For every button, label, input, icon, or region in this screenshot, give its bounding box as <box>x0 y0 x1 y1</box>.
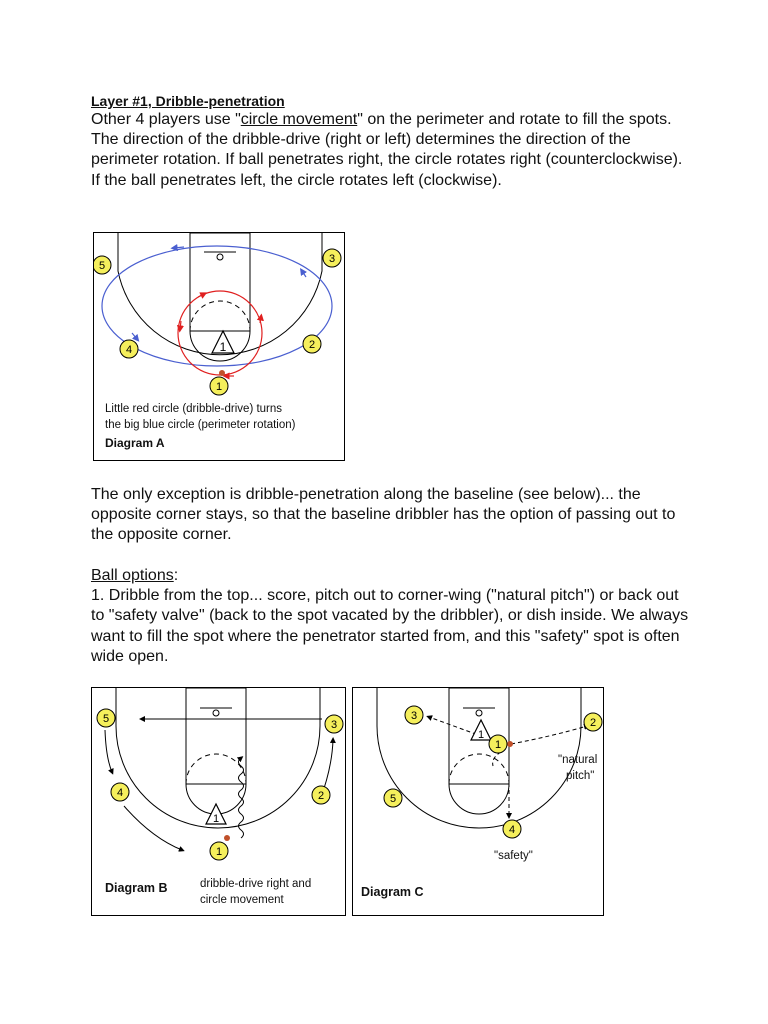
diagram-a-label: Diagram A <box>105 436 165 450</box>
triangle-number: 1 <box>219 340 227 354</box>
diagram-c-label: Diagram C <box>361 885 424 899</box>
svg-text:4: 4 <box>508 824 516 836</box>
natural-pitch-label-2: pitch" <box>566 770 595 782</box>
player-5 <box>97 709 115 727</box>
player-4 <box>503 820 521 838</box>
player-2 <box>312 786 330 804</box>
svg-text:3: 3 <box>330 719 338 731</box>
player-4 <box>111 783 129 801</box>
diagram-c <box>352 687 604 916</box>
diagram-a-caption-2: the big blue circle (perimeter rotation) <box>105 419 296 431</box>
player-1 <box>210 377 228 395</box>
player-2 <box>584 713 602 731</box>
player-5 <box>384 789 402 807</box>
diagram-c-court <box>353 688 603 915</box>
intro-paragraph <box>91 110 691 191</box>
svg-text:1: 1 <box>215 381 223 393</box>
svg-text:4: 4 <box>116 787 124 799</box>
natural-pitch-label-1: "natural <box>558 754 598 766</box>
svg-text:5: 5 <box>389 793 397 805</box>
player-1 <box>210 842 228 860</box>
diagram-b-caption-1: dribble-drive right and <box>200 878 312 890</box>
svg-text:2: 2 <box>308 339 316 351</box>
player-3 <box>323 249 341 267</box>
svg-text:4: 4 <box>125 344 133 356</box>
intro-text-start: Other 4 players use " <box>91 111 241 128</box>
ball-options-text: 1. Dribble from the top... score, pitch out to corner-wing ("natural pitch") or back out to "safety valve" (back to the spot vacated by the dribbler), or dish inside. We always want to fill the spot where the penetrator started from, and this "safety" spot is often wide open. <box>91 587 689 665</box>
diagram-b-label: Diagram B <box>105 881 168 895</box>
player-3 <box>405 706 423 724</box>
circle-movement-link[interactable]: circle movement <box>240 111 358 128</box>
svg-text:1: 1 <box>212 813 220 825</box>
diagram-a-caption-1: Little red circle (dribble-drive) turns <box>105 403 283 415</box>
section-heading: Layer #1, Dribble-penetration <box>91 93 285 109</box>
ball-options-title: Ball options <box>91 567 174 584</box>
svg-text:3: 3 <box>410 710 418 722</box>
svg-text:3: 3 <box>328 253 336 265</box>
diagram-b-caption-2: circle movement <box>200 894 284 906</box>
svg-text:5: 5 <box>98 260 106 272</box>
ball-options-colon: : <box>173 567 179 584</box>
svg-text:2: 2 <box>589 717 597 729</box>
player-4 <box>120 340 138 358</box>
svg-text:1: 1 <box>477 729 485 741</box>
exception-paragraph: The only exception is dribble-penetration along the baseline (see below)... the opposite corner stays, so that the baseline dribbler has the option of passing out to the opposite corner. <box>91 486 676 544</box>
player-2 <box>303 335 321 353</box>
safety-label: "safety" <box>494 850 533 862</box>
svg-text:1: 1 <box>494 739 502 751</box>
svg-text:2: 2 <box>317 790 325 802</box>
svg-text:1: 1 <box>215 846 223 858</box>
diagram-a <box>93 232 345 461</box>
diagram-b <box>91 687 346 916</box>
ball-options-paragraph <box>91 566 691 667</box>
player-5 <box>94 256 111 274</box>
player-1 <box>489 735 507 753</box>
intro-text-end: " on the perimeter and rotate to fill the spots. The direction of the dribble-drive (right or left) determines the direction of the perimeter rotation. If ball penetrates right, the circle rotates right (counterclockwise). If the ball penetrates left, the circle rotates left (clockwise). <box>91 111 683 189</box>
player-3 <box>325 715 343 733</box>
svg-text:5: 5 <box>102 713 110 725</box>
